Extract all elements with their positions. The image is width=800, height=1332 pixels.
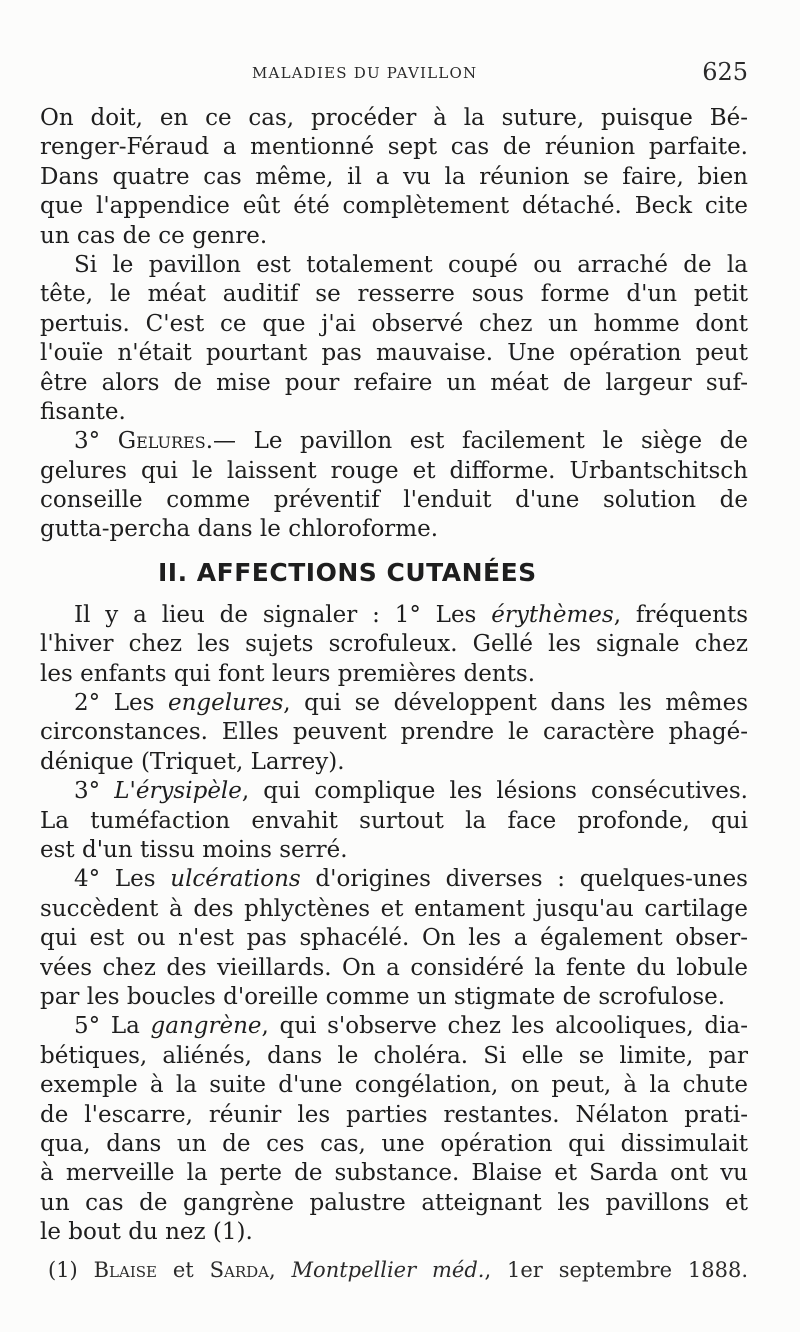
text-line: par les boucles d'oreille comme un stigmate de scrofulose.: [40, 983, 726, 1010]
text-line: le bout du nez (1).: [40, 1219, 253, 1246]
italic-term: érythèmes: [491, 601, 614, 628]
text-line: [40, 777, 748, 806]
text-line: bétiques, aliénés, dans le choléra. Si elle se limite, par: [40, 1042, 748, 1069]
text-line: [40, 865, 748, 894]
text-line: un cas de ce genre.: [40, 222, 268, 249]
italic-term: L'érysipèle: [114, 778, 242, 805]
italic-term: ulcérations: [170, 866, 301, 893]
paragraph-suture: [40, 104, 748, 251]
text-line: renger-Féraud a mentionné sept cas de réunion parfaite.: [40, 134, 748, 161]
text-run: 4° Les: [74, 866, 171, 893]
text-run: , qui s'observe chez les alcooliques, dia-: [261, 1013, 748, 1040]
text-run: .— Le pavillon est facilement le siège de: [205, 428, 748, 455]
text-line: pertuis. C'est ce que j'ai observé chez un homme dont: [40, 310, 748, 337]
italic-term: gangrène: [150, 1013, 262, 1040]
paragraph-ulcerations: [40, 865, 748, 1012]
text-line: qua, dans un de ces cas, une opération qui dissimulait: [40, 1130, 748, 1157]
footnote-mark: (1): [48, 1258, 94, 1282]
footnote-journal: Montpellier méd.: [291, 1258, 485, 1282]
paragraph-gangrene: [40, 1012, 748, 1247]
text-line: succèdent à des phlyctènes et entament jusqu'au cartilage: [40, 895, 748, 922]
paragraph-pavillon-coupe: [40, 251, 748, 427]
text-run: Il y a lieu de signaler : 1° Les: [74, 601, 492, 628]
paragraph-gelures: [40, 427, 748, 545]
text-run: 5° La: [74, 1013, 151, 1040]
text-line: tête, le méat auditif se resserre sous forme d'un petit: [40, 281, 748, 308]
text-line: un cas de gangrène palustre atteignant les pavillons et: [40, 1189, 748, 1216]
text-line: gutta-percha dans le chloroforme.: [40, 516, 439, 543]
text-line: Dans quatre cas même, il a vu la réunion se faire, bien: [40, 163, 748, 190]
text-line: fisante.: [40, 398, 126, 425]
text-run: 3°: [74, 778, 115, 805]
text-run: , fréquents: [613, 601, 748, 628]
text-run: et: [157, 1258, 210, 1282]
text-line: On doit, en ce cas, procéder à la suture, puisque Bé-: [40, 105, 748, 131]
page-header: [40, 58, 748, 94]
text-run: ,: [269, 1258, 292, 1282]
text-line: qui est ou n'est pas sphacélé. On les a également obser-: [40, 925, 748, 952]
running-title: MALADIES DU PAVILLON: [252, 64, 478, 82]
paragraph-erythemes: [40, 601, 748, 689]
text-run: 2° Les: [74, 690, 168, 717]
text-run: , qui complique les lésions consécutives.: [241, 778, 748, 805]
text-line: que l'appendice eût été complètement détaché. Beck cite: [40, 193, 748, 220]
page-number: 625: [702, 58, 748, 86]
paragraph-erysipele: [40, 777, 748, 865]
text-run: , qui se développent dans les mêmes: [283, 690, 748, 717]
footnote-author: Sarda: [209, 1258, 269, 1282]
text-line: dénique (Triquet, Larrey).: [40, 748, 345, 775]
text-line: [40, 689, 748, 718]
text-line: de l'escarre, réunir les parties restantes. Nélaton prati-: [40, 1101, 748, 1128]
text-line: La tuméfaction envahit surtout la face profonde, qui: [40, 807, 748, 834]
footnote: [48, 1258, 748, 1282]
text-line: l'ouïe n'était pourtant pas mauvaise. Une opération peut: [40, 340, 748, 367]
text-line: Si le pavillon est totalement coupé ou arraché de la: [74, 251, 748, 278]
text-line: l'hiver chez les sujets scrofuleux. Gellé les signale chez: [40, 631, 748, 658]
text-line: circonstances. Elles peuvent prendre le caractère phagé-: [40, 719, 748, 746]
text-line: gelures qui le laissent rouge et difforme. Urbantschitsch: [40, 457, 748, 484]
text-line: être alors de mise pour refaire un méat de largeur suf-: [40, 369, 748, 396]
section-heading: II. AFFECTIONS CUTANÉES: [158, 557, 537, 587]
item-number: 3°: [74, 428, 101, 455]
item-label: Gelures: [117, 428, 206, 455]
text-run: d'origines diverses : quelques-unes: [300, 866, 748, 893]
text-line: [40, 427, 748, 456]
footnote-date: , 1er septembre 1888.: [484, 1258, 749, 1282]
text-line: les enfants qui font leurs premières dents.: [40, 660, 536, 687]
text-line: [40, 601, 748, 630]
italic-term: engelures: [167, 690, 284, 717]
footnote-author: Blaise: [93, 1258, 158, 1282]
text-line: est d'un tissu moins serré.: [40, 836, 348, 863]
text-line: à merveille la perte de substance. Blaise et Sarda ont vu: [40, 1160, 748, 1187]
text-line: vées chez des vieillards. On a considéré la fente du lobule: [40, 954, 748, 981]
text-line: conseille comme préventif l'enduit d'une solution de: [40, 487, 748, 514]
body-text: [40, 104, 748, 1247]
paragraph-engelures: [40, 689, 748, 777]
text-line: [40, 1012, 748, 1041]
text-line: exemple à la suite d'une congélation, on peut, à la chute: [40, 1072, 748, 1099]
